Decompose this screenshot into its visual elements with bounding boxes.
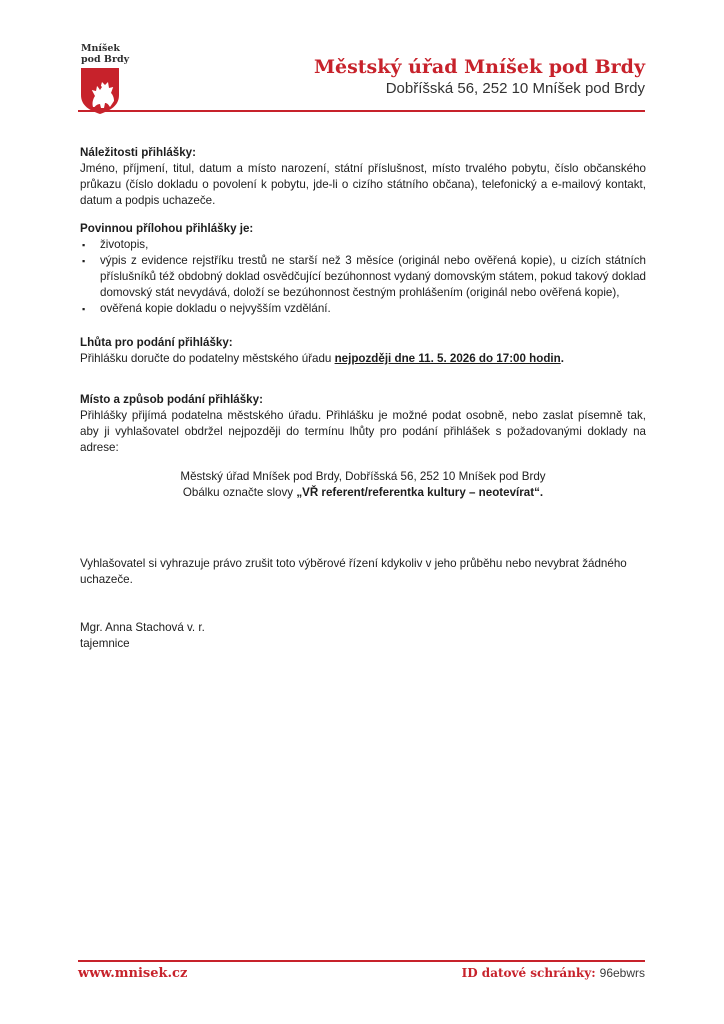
envelope-label: „VŘ referent/referentka kultury – neotevírat“. bbox=[296, 486, 544, 499]
section-submission-heading: Místo a způsob podání přihlášky: bbox=[80, 393, 263, 406]
square-bullet-icon: ▪ bbox=[82, 240, 86, 250]
section-attachments-heading: Povinnou přílohou přihlášky je: bbox=[80, 222, 254, 235]
deadline-prefix: Přihlášku doručte do podatelny městského úřadu bbox=[80, 352, 335, 365]
section-deadline-heading: Lhůta pro podání přihlášky: bbox=[80, 336, 233, 349]
section-submission-body: Přihlášky přijímá podatelna městského úřadu. Přihlášku je možné podat osobně, nebo zaslat písemně tak, aby ji vyhlašovatel obdržel nejpozději do termínu lhůty pro podání přihlášek s požadovanými doklady na adrese: bbox=[80, 409, 646, 454]
submission-address: Městský úřad Mníšek pod Brdy, Dobříšská 56, 252 10 Mníšek pod Brdy bbox=[180, 470, 546, 483]
attachments-list bbox=[80, 237, 646, 317]
deadline-suffix: . bbox=[560, 352, 564, 365]
section-requirements-body: Jméno, příjmení, titul, datum a místo narození, státní příslušnost, místo trvalého pobytu, číslo občanského průkazu (číslo dokladu o povolení k pobytu, jde-li o cizího státního občana), telefonický a e-mailový kontakt, datum a podpis uchazeče. bbox=[80, 162, 646, 207]
logo-text-line2: pod Brdy bbox=[81, 53, 130, 65]
cancellation-clause: Vyhlašovatel si vyhrazuje právo zrušit toto výběrové řízení kdykoliv v jeho průběhu nebo nevybrat žádného uchazeče. bbox=[80, 557, 627, 586]
databox-id bbox=[462, 966, 645, 980]
envelope-prefix: Obálku označte slovy bbox=[182, 486, 297, 499]
list-item-text: výpis z evidence rejstříku trestů ne starší než 3 měsíce (originál nebo ověřená kopie), u cizích státních příslušníků též obdobný doklad osvědčující bezúhonnost vydaný domovským státem, pokud takový doklad domovský stát nevydává, doloží se bezúhonnost čestným prohlášením (originál nebo ověřená kopie), bbox=[100, 254, 646, 299]
logo-text-line1: Mníšek bbox=[81, 43, 121, 54]
section-deadline-body bbox=[80, 351, 646, 367]
signature-role: tajemnice bbox=[80, 637, 130, 650]
logo-text bbox=[81, 44, 136, 65]
footer-divider bbox=[78, 960, 645, 962]
list-item-text: životopis, bbox=[100, 238, 149, 251]
signature-name: Mgr. Anna Stachová v. r. bbox=[80, 621, 205, 634]
square-bullet-icon: ▪ bbox=[82, 304, 86, 314]
square-bullet-icon: ▪ bbox=[82, 256, 86, 266]
office-address: Dobříšská 56, 252 10 Mníšek pod Brdy bbox=[385, 80, 645, 97]
list-item-text: ověřená kopie dokladu o nejvyšším vzdělání. bbox=[100, 302, 331, 315]
document-body bbox=[80, 145, 646, 652]
section-requirements-heading: Náležitosti přihlášky: bbox=[80, 146, 196, 159]
footer bbox=[78, 966, 645, 981]
list-item bbox=[80, 253, 646, 301]
databox-label: ID datové schránky: bbox=[461, 966, 596, 980]
list-item bbox=[80, 301, 646, 317]
office-title: Městský úřad Mníšek pod Brdy bbox=[313, 56, 645, 78]
header-divider bbox=[78, 110, 645, 112]
municipality-logo bbox=[80, 44, 136, 115]
list-item bbox=[80, 237, 646, 253]
envelope-instruction bbox=[80, 485, 646, 501]
deadline-value: nejpozději dne 11. 5. 2026 do 17:00 hodin bbox=[334, 352, 561, 365]
databox-value: 96ebwrs bbox=[599, 966, 645, 980]
header-block bbox=[314, 56, 645, 98]
coat-of-arms-icon bbox=[80, 67, 120, 115]
website-link[interactable]: www.mnisek.cz bbox=[78, 966, 188, 981]
